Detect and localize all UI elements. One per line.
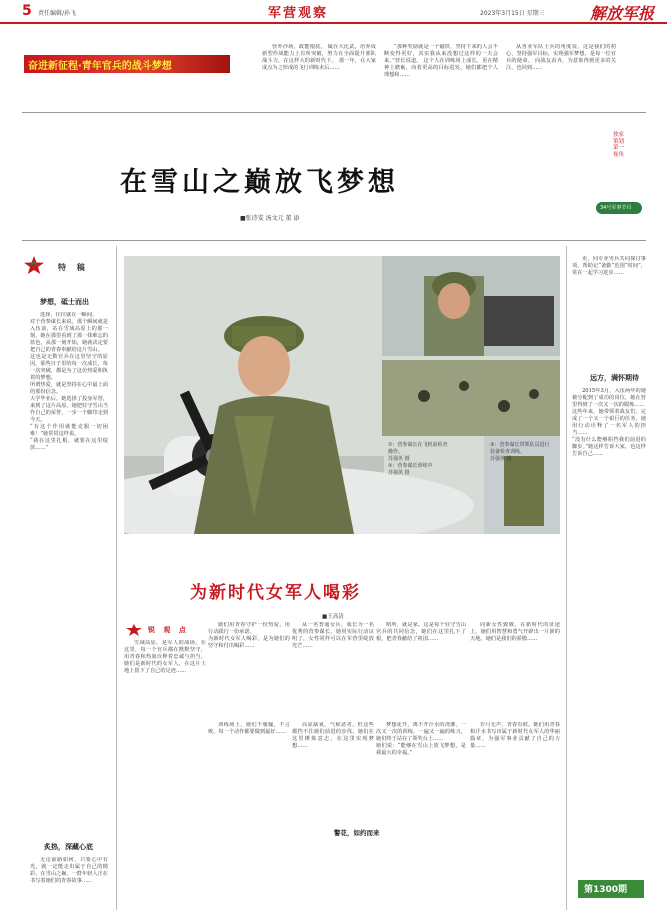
page-header: [0, 0, 667, 24]
top-column-3-text: 从各业军队士兵的角度说，这是我们的初心，坚持强军目标，实现强军梦想，是每一位官兵的使命。 向战友看齐，为意象得到更多的关注，也回到……: [506, 44, 616, 71]
sub-row2-col-3: [376, 722, 466, 910]
sub-row2-col-2: [292, 722, 374, 910]
photo-aircraft-soldier: [124, 256, 560, 534]
top-column-1-text: 营外沙场，政能根底。 砥在大比武，培养成新型作战能力上有所突破，努力在全面提升部队战斗力，在这样大的新时代下。 那一年，在大家成点为之形成的飞行训练末后……: [262, 44, 376, 71]
right-body-2: [572, 388, 646, 868]
divider: [22, 240, 646, 241]
article-byline: ■张诗雯 汤文元 董 添: [240, 215, 300, 222]
left-body-1-text: 选择，往往就在一瞬间。 对于营参谋长来说，那个瞬间就是入伍前，站在雪域高原上的那一刻，她在那里看到了那一抹难忘的蓝色，从那一刻开始，她就决定要把自己的青春奉献给这片雪山。 这也是无数官兵在这里坚守的原因，那些日子里的每一次成长，每一次突破，都是为了这份热爱和执着的梦想。 所谓热爱，就是坚持在心中最上面的那份信念。 大学毕业后，她选择了投身军营，来到了这片高原。她把驻守雪山当作自己的荣誉，一步一个脚印走到今天。 “有这个作用就能克服一切困难！”她常常这样说。 “我在这里扎根，就要在这里绽放……”: [30, 312, 108, 451]
left-body-1: [30, 312, 108, 832]
top-column-2-text: “那种奖励就是一个磁铁，坚持下来的人会不断变得更好，其实我从来没想过这样的一天会来。”营长说道。 这个人在训练场上成长，更在精神上磨砺，向着更高的目标进发，她们都把个人理想和……: [384, 44, 498, 78]
sub-col-4-text: 哨所，就是家。这是每个驻守雪山官兵的共同信念，她们在这里扎下了根，把青春献给了祖国……: [376, 622, 466, 642]
sub-col-3: [292, 622, 374, 722]
sub-row2-col-4: [470, 722, 560, 910]
column-banner-text: 奋进新征程·青年官兵的战斗梦想: [28, 61, 172, 72]
right-body-1-text: 更，同专业男兵共同探讨事项，帮助记“备勤”范围“时间”，常在一起学习进步……: [572, 256, 646, 276]
left-subheading-2: 炙热，深藏心底: [44, 843, 93, 851]
top-column-3: [506, 44, 616, 104]
sub-article-byline: ■王高清: [322, 614, 344, 620]
issue-number: 第1300期: [584, 885, 628, 895]
main-photo: [124, 256, 560, 534]
feature-tag: 特 稿: [58, 263, 89, 272]
right-body-1: [572, 256, 646, 366]
left-body-2-text: 无论前路如何，只要心中有光，就一定能走出属于自己的精彩。在雪山之巅，一群年轻人正在书写着她们的青春故事……: [30, 857, 108, 884]
sub-row2-col-1: [208, 722, 290, 910]
divider: [566, 246, 567, 910]
side-label: 独家策划 第一视角: [613, 132, 625, 158]
sub-col-5-text: 向新女性致敬，在新时代的征途上，她们用智慧和勇气开辟出一片新的天地。她们是我们的骄傲……: [470, 622, 560, 642]
sub-col-5: [470, 622, 560, 722]
photo-caption-2: ③：营参谋长带领队员进行装备检查训练。 苏强英 摄: [490, 442, 550, 462]
article-title: 在雪山之巅放飞梦想: [120, 167, 399, 198]
right-subheading: 远方，满怀期待: [590, 374, 639, 382]
sub-article-title: 为新时代女军人喝彩: [190, 583, 361, 603]
star-icon: [24, 256, 44, 274]
divider: [116, 246, 117, 910]
sub-row2-col-1-text: 训练场上，她们不服输，不言败，每一个动作都要做到最好……: [208, 722, 290, 735]
sub-row2-col-4-text: 岁月无声，青春有痕。她们用青春和汗水书写出属于新时代女军人的华丽篇章，为强军事业贡献了自己的力量……: [470, 722, 560, 749]
left-subheading-1: 梦想，砥士而出: [40, 298, 89, 306]
top-column-1: [262, 44, 376, 104]
sub-row2-col-2-text: 高原缺氧，气候恶劣，但这些都挡不住她们前进的步伐。她们在这里锤炼意志，在这里实现梦想……: [292, 722, 374, 749]
sub-col-1-text: 雪域高原，是军人的战场。在这里，每一个官兵都在默默坚守，用青春和热血诠释着忠诚与担当。她们是新时代的女军人，在这片土地上留下了自己的足迹……: [124, 640, 206, 674]
program-badge-text: 34号军事节目: [600, 205, 632, 211]
page-editor: 责任编辑/孙飞: [38, 10, 77, 17]
opinion-star-icon: [124, 624, 144, 636]
sub-col-2: [208, 622, 290, 722]
page-number: 5: [22, 3, 32, 19]
top-column-2: [384, 44, 498, 104]
page-date: 2023年3月15日 星期三: [480, 10, 545, 17]
sub-col-1: [124, 640, 206, 910]
sub-col-3-text: 从一名普通女兵，成长为一名优秀的营参谋长，她用实际行动证明了，女性同样可以在军营里绽放光芒……: [292, 622, 374, 649]
masthead-logo: 解放军报: [590, 4, 655, 23]
sub-col-4: [376, 622, 466, 722]
photo-caption-1: ①：营参谋长在飞机前检查操作。 苏强英 摄 ②：营参谋长训练中 苏强英 摄: [388, 442, 448, 476]
left-body-2: [30, 857, 108, 907]
sub-col-2-text: 她们用青春守护一份热爱，用行动践行一份承诺。 为新时代女军人喝彩，是为她们的坚守和付出喝彩……: [208, 622, 290, 649]
sub-row2-col-3-text: 梦想花开，离不开汗水的浇灌。一次又一次的训练，一遍又一遍的练习，她们终于站在了领奖台上…… 她们说：“能够在雪山上放飞梦想，是我最大的幸福。”: [376, 722, 466, 756]
opinion-tag: 锐 观 点: [148, 626, 189, 634]
right-body-2-text: 2015年3月，入伍两年的她被分配到了成功的岗位，她在营里得到了一次又一次的锻炼…… 这些年来，她带领着战友们，完成了一个又一个艰巨的任务，她用行动诠释了一名军人的担当…… “没有什么能够阻挡我们前进的脚步。”她这样告诉大家，也这样告诉自己……: [572, 388, 646, 457]
divider: [22, 112, 646, 113]
section-title: 军营观察: [268, 6, 329, 21]
sub-article-subheading: 警花，如约而来: [334, 829, 380, 837]
